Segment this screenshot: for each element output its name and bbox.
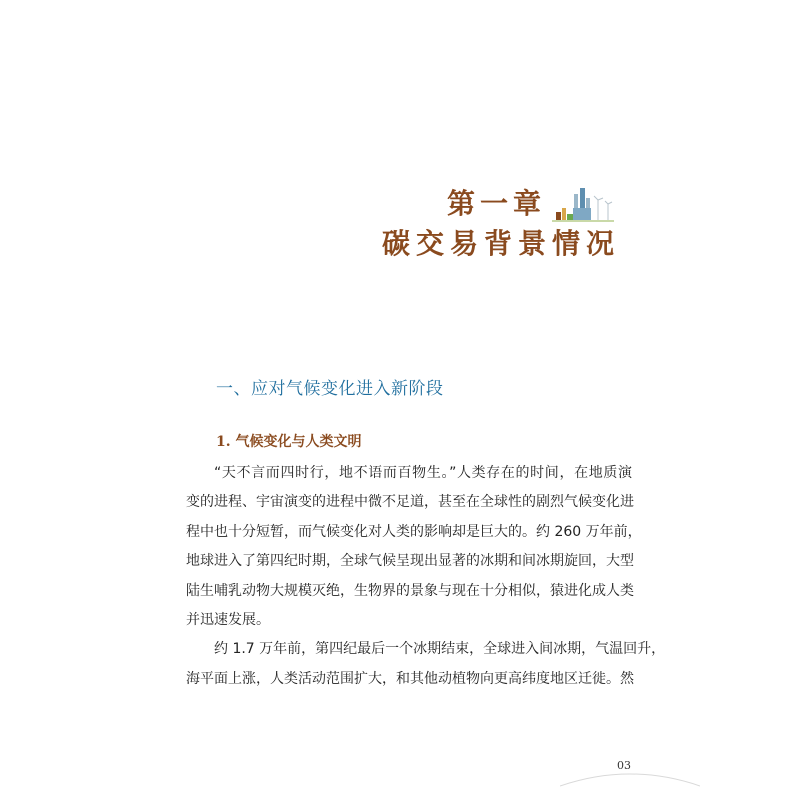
text-line: “天不言而四时行，地不语而百物生。”人类存在的时间，在地质演: [214, 465, 632, 481]
chapter-number: 第一章: [446, 187, 546, 220]
chapter-header: [381, 186, 620, 262]
industry-windmill-icon: [552, 186, 614, 226]
text-line: 地球进入了第四纪时期，全球气候呈现出显著的冰期和间冰期旋回，大型: [186, 553, 634, 570]
subsection-title: 1. 气候变化与人类文明: [216, 434, 362, 450]
paragraph-2: [186, 635, 666, 694]
chapter-number-row: [382, 186, 614, 222]
text-line: 变的进程、宇宙演变的进程中微不足道，甚至在全球性的剧烈气候变化进: [186, 494, 634, 511]
chapter-title: 碳交易背景情况: [381, 227, 620, 260]
text-line: 约 1.7 万年前，第四纪最后一个冰期结束，全球进入间冰期，气温回升，: [214, 641, 666, 658]
body-text: [186, 459, 666, 694]
section-title: 一、应对气候变化进入新阶段: [216, 379, 444, 399]
text-line: 海平面上涨，人类活动范围扩大，和其他动植物向更高纬度地区迁徙。然: [186, 670, 634, 687]
text-line: 程中也十分短暂，而气候变化对人类的影响却是巨大的。约 260 万年前，: [186, 523, 642, 540]
text-line: 陆生哺乳动物大规模灭绝，生物界的景象与现在十分相似，猿进化成人类: [186, 582, 634, 599]
text-line: 并迅速发展。: [186, 612, 270, 629]
page-number: 03: [617, 759, 631, 772]
paragraph-1: [186, 459, 642, 635]
